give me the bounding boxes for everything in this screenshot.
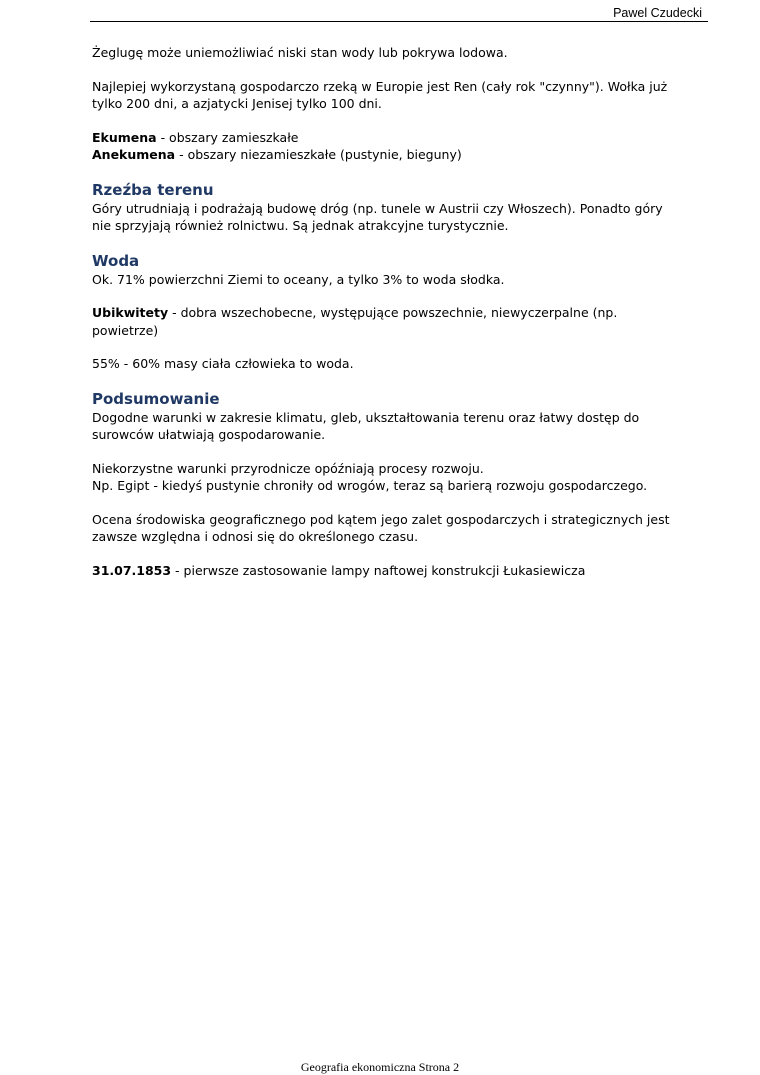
- header-rule: [90, 21, 708, 22]
- definition-ubikwitety: [92, 304, 672, 339]
- definitions-ekumena: [92, 129, 672, 164]
- def-date: - pierwsze zastosowanie lampy naftowej konstrukcji Łukasiewicza: [171, 562, 586, 578]
- paragraph-niekorzystne: [92, 460, 672, 495]
- paragraph-ocena: Ocena środowiska geograficznego pod kątem jego zalet gospodarczych i strategicznych jest zawsze względna i odnosi się do określonego czasu.: [92, 511, 670, 544]
- term-ubikwitety: Ubikwitety: [92, 305, 169, 320]
- paragraph-data-lampy: [92, 562, 672, 580]
- heading-rzezba-terenu: Rzeźba terenu: [92, 180, 214, 199]
- def-ekumena: - obszary zamieszkałe: [156, 129, 299, 145]
- paragraph-zegluga: Żeglugę może uniemożliwiać niski stan wody lub pokrywa lodowa.: [92, 45, 508, 60]
- paragraph-ren: Najlepiej wykorzystaną gospodarczo rzeką w Europie jest Ren (cały rok "czynny"). Wołka już tylko 200 dni, a azjatycki Jenisej tylko 100 dni.: [92, 78, 668, 111]
- niekorzystne-line-1: Niekorzystne warunki przyrodnicze opóźniają procesy rozwoju.: [92, 460, 484, 476]
- term-date: 31.07.1853: [92, 562, 172, 578]
- page-footer: Geografia ekonomiczna Strona 2: [300, 1060, 460, 1074]
- paragraph-rzezba: Góry utrudniają i podrażają budowę dróg (np. tunele w Austrii czy Włoszech). Ponadto góry nie sprzyjają również rolnictwu. Są jednak atrakcyjne turystycznie.: [92, 200, 663, 233]
- paragraph-cialo: 55% - 60% masy ciała człowieka to woda.: [92, 356, 354, 371]
- header-author: Pawel Czudecki: [613, 6, 702, 20]
- heading-podsumowanie: Podsumowanie: [92, 389, 220, 408]
- document-body: [92, 44, 672, 595]
- paragraph-podsumowanie: Dogodne warunki w zakresie klimatu, gleb, ukształtowania terenu oraz łatwy dostęp do surowców ułatwiają gospodarowanie.: [92, 409, 640, 442]
- term-ekumena: Ekumena: [92, 129, 157, 145]
- niekorzystne-line-2: Np. Egipt - kiedyś pustynie chroniły od wrogów, teraz są barierą rozwoju gospodarczego.: [92, 478, 648, 493]
- paragraph-woda: Ok. 71% powierzchni Ziemi to oceany, a tylko 3% to woda słodka.: [92, 271, 505, 287]
- def-anekumena: - obszary niezamieszkałe (pustynie, bieguny): [175, 147, 462, 162]
- def-ubikwitety: - dobra wszechobecne, występujące powszechnie, niewyczerpalne (np. powietrze): [92, 305, 618, 338]
- heading-woda: Woda: [92, 251, 140, 270]
- term-anekumena: Anekumena: [92, 147, 176, 162]
